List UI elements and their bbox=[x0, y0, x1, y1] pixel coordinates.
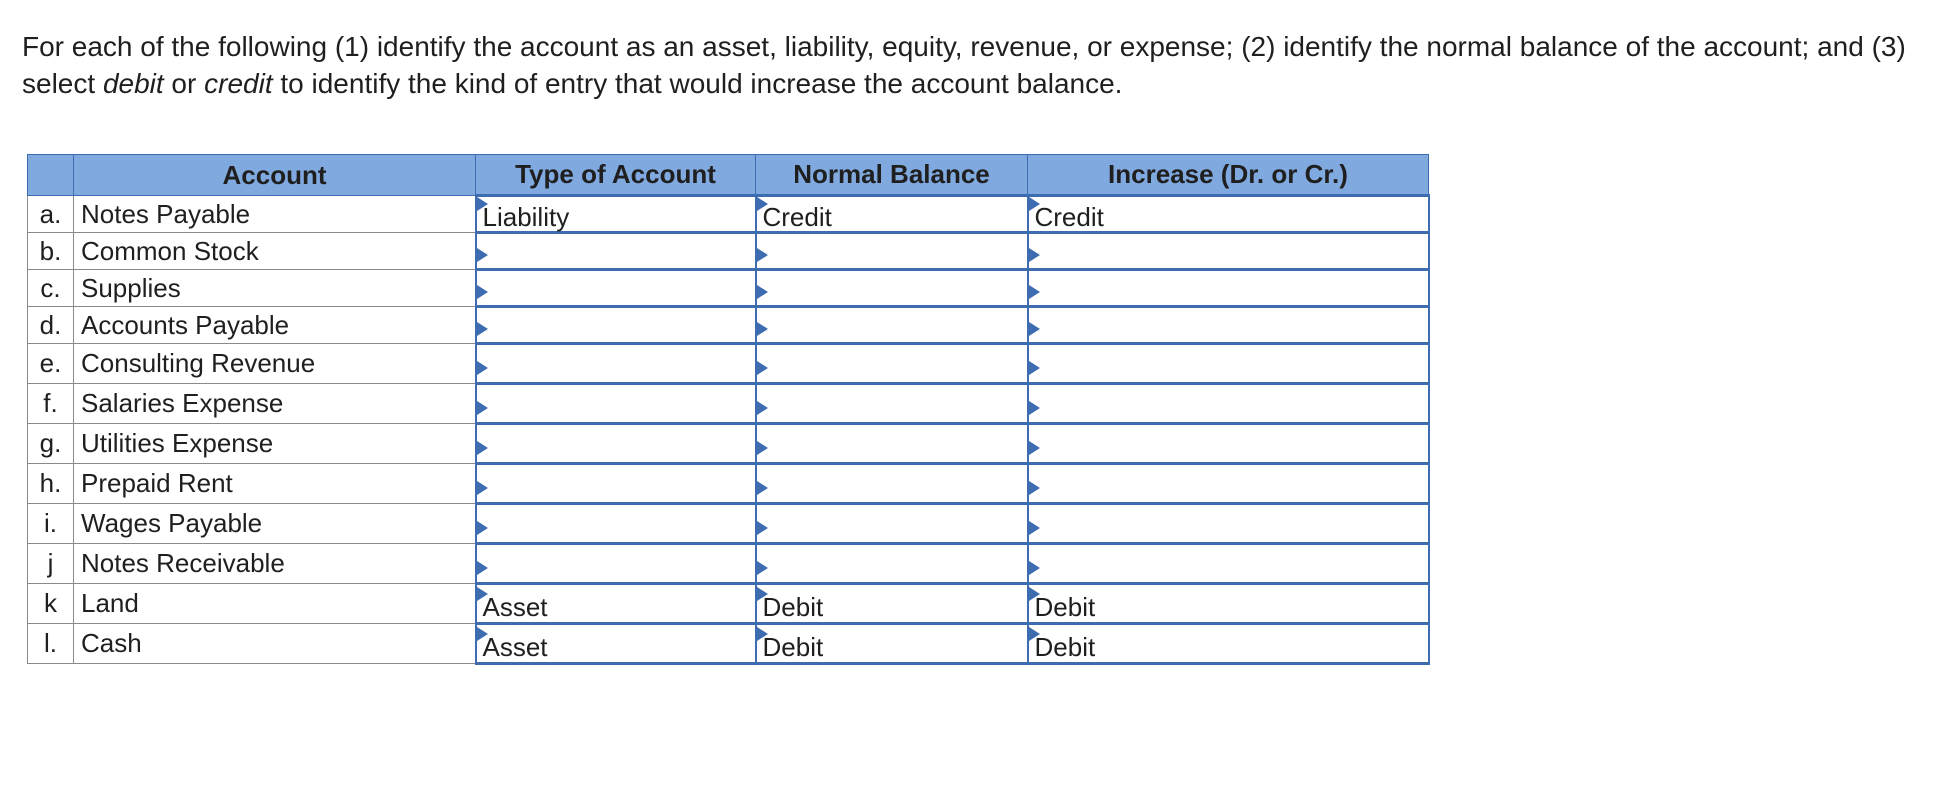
increase-select[interactable] bbox=[1028, 344, 1429, 384]
increase-select-box[interactable] bbox=[1029, 322, 1428, 328]
increase-select-box[interactable] bbox=[1029, 401, 1428, 407]
increase-select[interactable] bbox=[1028, 384, 1429, 424]
row-account-name: Utilities Expense bbox=[74, 424, 476, 464]
table-row bbox=[28, 233, 1429, 270]
type-of-account-select[interactable] bbox=[476, 584, 756, 624]
table-row bbox=[28, 544, 1429, 584]
row-account-name: Accounts Payable bbox=[74, 307, 476, 344]
type-of-account-select[interactable] bbox=[476, 270, 756, 307]
instructions-credit-word: credit bbox=[204, 68, 273, 99]
normal-balance-select-box[interactable] bbox=[757, 322, 1027, 328]
type-of-account-select[interactable] bbox=[476, 544, 756, 584]
row-letter: l. bbox=[28, 624, 74, 664]
dropdown-triangle-icon[interactable] bbox=[477, 561, 488, 575]
increase-select-box[interactable] bbox=[1029, 197, 1428, 231]
dropdown-triangle-icon[interactable] bbox=[757, 441, 768, 455]
normal-balance-select-box[interactable] bbox=[757, 587, 1027, 621]
row-account-name: Supplies bbox=[74, 270, 476, 307]
table-row bbox=[28, 344, 1429, 384]
dropdown-triangle-icon[interactable] bbox=[477, 441, 488, 455]
dropdown-triangle-icon[interactable] bbox=[757, 587, 768, 601]
row-account-name: Wages Payable bbox=[74, 504, 476, 544]
table-row bbox=[28, 504, 1429, 544]
header-account: Account bbox=[74, 155, 476, 196]
header-normal-balance: Normal Balance bbox=[756, 155, 1028, 196]
instructions-or-word: or bbox=[163, 68, 205, 99]
dropdown-triangle-icon[interactable] bbox=[1029, 401, 1040, 415]
instructions-part1: For each of the following (1) identify the account as an asset, liability, equity, revenue, or expense; (2) identify the normal balance of the account; and (3) select bbox=[22, 31, 1906, 99]
increase-select[interactable] bbox=[1028, 270, 1429, 307]
type-of-account-select-box[interactable] bbox=[477, 561, 755, 567]
dropdown-triangle-icon[interactable] bbox=[1029, 322, 1040, 336]
dropdown-triangle-icon[interactable] bbox=[757, 401, 768, 415]
normal-balance-select-box[interactable] bbox=[757, 441, 1027, 447]
instructions-debit-word: debit bbox=[102, 68, 164, 99]
increase-select-value: Credit bbox=[1034, 202, 1104, 232]
dropdown-triangle-icon[interactable] bbox=[757, 561, 768, 575]
increase-select-box[interactable] bbox=[1029, 441, 1428, 447]
normal-balance-select-value: Debit bbox=[762, 591, 824, 622]
normal-balance-select-box[interactable] bbox=[757, 627, 1027, 661]
normal-balance-select-box[interactable] bbox=[757, 481, 1027, 487]
dropdown-triangle-icon[interactable] bbox=[477, 361, 488, 375]
header-letter bbox=[28, 155, 74, 196]
row-letter: a. bbox=[28, 196, 74, 233]
dropdown-triangle-icon[interactable] bbox=[757, 481, 768, 495]
dropdown-triangle-icon[interactable] bbox=[757, 248, 768, 262]
increase-select-value: Debit bbox=[1034, 591, 1096, 622]
dropdown-triangle-icon[interactable] bbox=[757, 322, 768, 336]
increase-select[interactable] bbox=[1028, 196, 1429, 233]
dropdown-triangle-icon[interactable] bbox=[1029, 248, 1040, 262]
row-letter: i. bbox=[28, 504, 74, 544]
row-letter: h. bbox=[28, 464, 74, 504]
normal-balance-select-box[interactable] bbox=[757, 521, 1027, 527]
table-row bbox=[28, 464, 1429, 504]
type-of-account-select-value: Liability bbox=[482, 202, 570, 232]
normal-balance-select[interactable] bbox=[756, 307, 1028, 344]
increase-select[interactable] bbox=[1028, 504, 1429, 544]
normal-balance-select-box[interactable] bbox=[757, 361, 1027, 367]
dropdown-triangle-icon[interactable] bbox=[477, 481, 488, 495]
dropdown-triangle-icon[interactable] bbox=[477, 197, 488, 211]
normal-balance-select-box[interactable] bbox=[757, 285, 1027, 291]
normal-balance-select[interactable] bbox=[756, 344, 1028, 384]
dropdown-triangle-icon[interactable] bbox=[757, 627, 768, 641]
table-row bbox=[28, 584, 1429, 624]
row-letter: c. bbox=[28, 270, 74, 307]
row-letter: f. bbox=[28, 384, 74, 424]
dropdown-triangle-icon[interactable] bbox=[477, 322, 488, 336]
row-account-name: Common Stock bbox=[74, 233, 476, 270]
row-letter: k bbox=[28, 584, 74, 624]
type-of-account-select-box[interactable] bbox=[477, 361, 755, 367]
instructions-text bbox=[22, 28, 1912, 102]
normal-balance-select[interactable] bbox=[756, 544, 1028, 584]
normal-balance-select[interactable] bbox=[756, 504, 1028, 544]
type-of-account-select-box[interactable] bbox=[477, 481, 755, 487]
dropdown-triangle-icon[interactable] bbox=[1029, 481, 1040, 495]
dropdown-triangle-icon[interactable] bbox=[757, 361, 768, 375]
type-of-account-select-box[interactable] bbox=[477, 627, 755, 661]
row-letter: d. bbox=[28, 307, 74, 344]
increase-select-value: Debit bbox=[1034, 631, 1096, 662]
row-account-name: Salaries Expense bbox=[74, 384, 476, 424]
type-of-account-select[interactable] bbox=[476, 233, 756, 270]
dropdown-triangle-icon[interactable] bbox=[477, 587, 488, 601]
row-account-name: Notes Receivable bbox=[74, 544, 476, 584]
type-of-account-select-box[interactable] bbox=[477, 587, 755, 621]
dropdown-triangle-icon[interactable] bbox=[477, 627, 488, 641]
table-header-row bbox=[28, 155, 1429, 196]
table-row bbox=[28, 424, 1429, 464]
type-of-account-select-box[interactable] bbox=[477, 197, 755, 231]
normal-balance-select[interactable] bbox=[756, 464, 1028, 504]
type-of-account-select[interactable] bbox=[476, 384, 756, 424]
increase-select-box[interactable] bbox=[1029, 627, 1428, 661]
row-letter: j bbox=[28, 544, 74, 584]
row-account-name: Consulting Revenue bbox=[74, 344, 476, 384]
type-of-account-select[interactable] bbox=[476, 344, 756, 384]
dropdown-triangle-icon[interactable] bbox=[1029, 561, 1040, 575]
increase-select-box[interactable] bbox=[1029, 361, 1428, 367]
type-of-account-select-box[interactable] bbox=[477, 248, 755, 254]
type-of-account-select-value: Asset bbox=[482, 591, 548, 622]
type-of-account-select-box[interactable] bbox=[477, 285, 755, 291]
accounts-table bbox=[27, 154, 1430, 665]
row-account-name: Cash bbox=[74, 624, 476, 664]
increase-select[interactable] bbox=[1028, 307, 1429, 344]
increase-select-box[interactable] bbox=[1029, 248, 1428, 254]
normal-balance-select-box[interactable] bbox=[757, 197, 1027, 231]
row-letter: e. bbox=[28, 344, 74, 384]
type-of-account-select[interactable] bbox=[476, 424, 756, 464]
dropdown-triangle-icon[interactable] bbox=[757, 197, 768, 211]
dropdown-triangle-icon[interactable] bbox=[477, 401, 488, 415]
header-type-of-account: Type of Account bbox=[476, 155, 756, 196]
dropdown-triangle-icon[interactable] bbox=[477, 521, 488, 535]
normal-balance-select-box[interactable] bbox=[757, 561, 1027, 567]
type-of-account-select[interactable] bbox=[476, 307, 756, 344]
increase-select[interactable] bbox=[1028, 424, 1429, 464]
dropdown-triangle-icon[interactable] bbox=[1029, 587, 1040, 601]
normal-balance-select[interactable] bbox=[756, 424, 1028, 464]
dropdown-triangle-icon[interactable] bbox=[757, 521, 768, 535]
increase-select[interactable] bbox=[1028, 544, 1429, 584]
type-of-account-select-value: Asset bbox=[482, 631, 548, 662]
increase-select[interactable] bbox=[1028, 584, 1429, 624]
table-row bbox=[28, 624, 1429, 664]
type-of-account-select[interactable] bbox=[476, 196, 756, 233]
increase-select-box[interactable] bbox=[1029, 481, 1428, 487]
dropdown-triangle-icon[interactable] bbox=[1029, 285, 1040, 299]
dropdown-triangle-icon[interactable] bbox=[1029, 197, 1040, 211]
normal-balance-select[interactable] bbox=[756, 233, 1028, 270]
table-row bbox=[28, 307, 1429, 344]
dropdown-triangle-icon[interactable] bbox=[1029, 627, 1040, 641]
dropdown-triangle-icon[interactable] bbox=[757, 285, 768, 299]
type-of-account-select[interactable] bbox=[476, 624, 756, 664]
table-row bbox=[28, 196, 1429, 233]
normal-balance-select[interactable] bbox=[756, 270, 1028, 307]
increase-select[interactable] bbox=[1028, 464, 1429, 504]
dropdown-triangle-icon[interactable] bbox=[477, 285, 488, 299]
increase-select-box[interactable] bbox=[1029, 285, 1428, 291]
row-account-name: Prepaid Rent bbox=[74, 464, 476, 504]
table-row bbox=[28, 270, 1429, 307]
normal-balance-select[interactable] bbox=[756, 584, 1028, 624]
type-of-account-select[interactable] bbox=[476, 464, 756, 504]
normal-balance-select[interactable] bbox=[756, 384, 1028, 424]
increase-select-box[interactable] bbox=[1029, 521, 1428, 527]
row-account-name: Land bbox=[74, 584, 476, 624]
type-of-account-select[interactable] bbox=[476, 504, 756, 544]
row-letter: g. bbox=[28, 424, 74, 464]
normal-balance-select-value: Debit bbox=[762, 631, 824, 662]
table-body bbox=[28, 196, 1429, 664]
normal-balance-select[interactable] bbox=[756, 196, 1028, 233]
normal-balance-select-box[interactable] bbox=[757, 248, 1027, 254]
row-letter: b. bbox=[28, 233, 74, 270]
dropdown-triangle-icon[interactable] bbox=[1029, 521, 1040, 535]
type-of-account-select-box[interactable] bbox=[477, 441, 755, 447]
type-of-account-select-box[interactable] bbox=[477, 521, 755, 527]
type-of-account-select-box[interactable] bbox=[477, 322, 755, 328]
increase-select[interactable] bbox=[1028, 624, 1429, 664]
table-row bbox=[28, 384, 1429, 424]
normal-balance-select-box[interactable] bbox=[757, 401, 1027, 407]
row-account-name: Notes Payable bbox=[74, 196, 476, 233]
type-of-account-select-box[interactable] bbox=[477, 401, 755, 407]
dropdown-triangle-icon[interactable] bbox=[1029, 441, 1040, 455]
instructions-part2: to identify the kind of entry that would increase the account balance. bbox=[272, 68, 1123, 99]
normal-balance-select[interactable] bbox=[756, 624, 1028, 664]
dropdown-triangle-icon[interactable] bbox=[477, 248, 488, 262]
increase-select[interactable] bbox=[1028, 233, 1429, 270]
increase-select-box[interactable] bbox=[1029, 561, 1428, 567]
dropdown-triangle-icon[interactable] bbox=[1029, 361, 1040, 375]
increase-select-box[interactable] bbox=[1029, 587, 1428, 621]
header-increase: Increase (Dr. or Cr.) bbox=[1028, 155, 1429, 196]
normal-balance-select-value: Credit bbox=[762, 202, 832, 232]
